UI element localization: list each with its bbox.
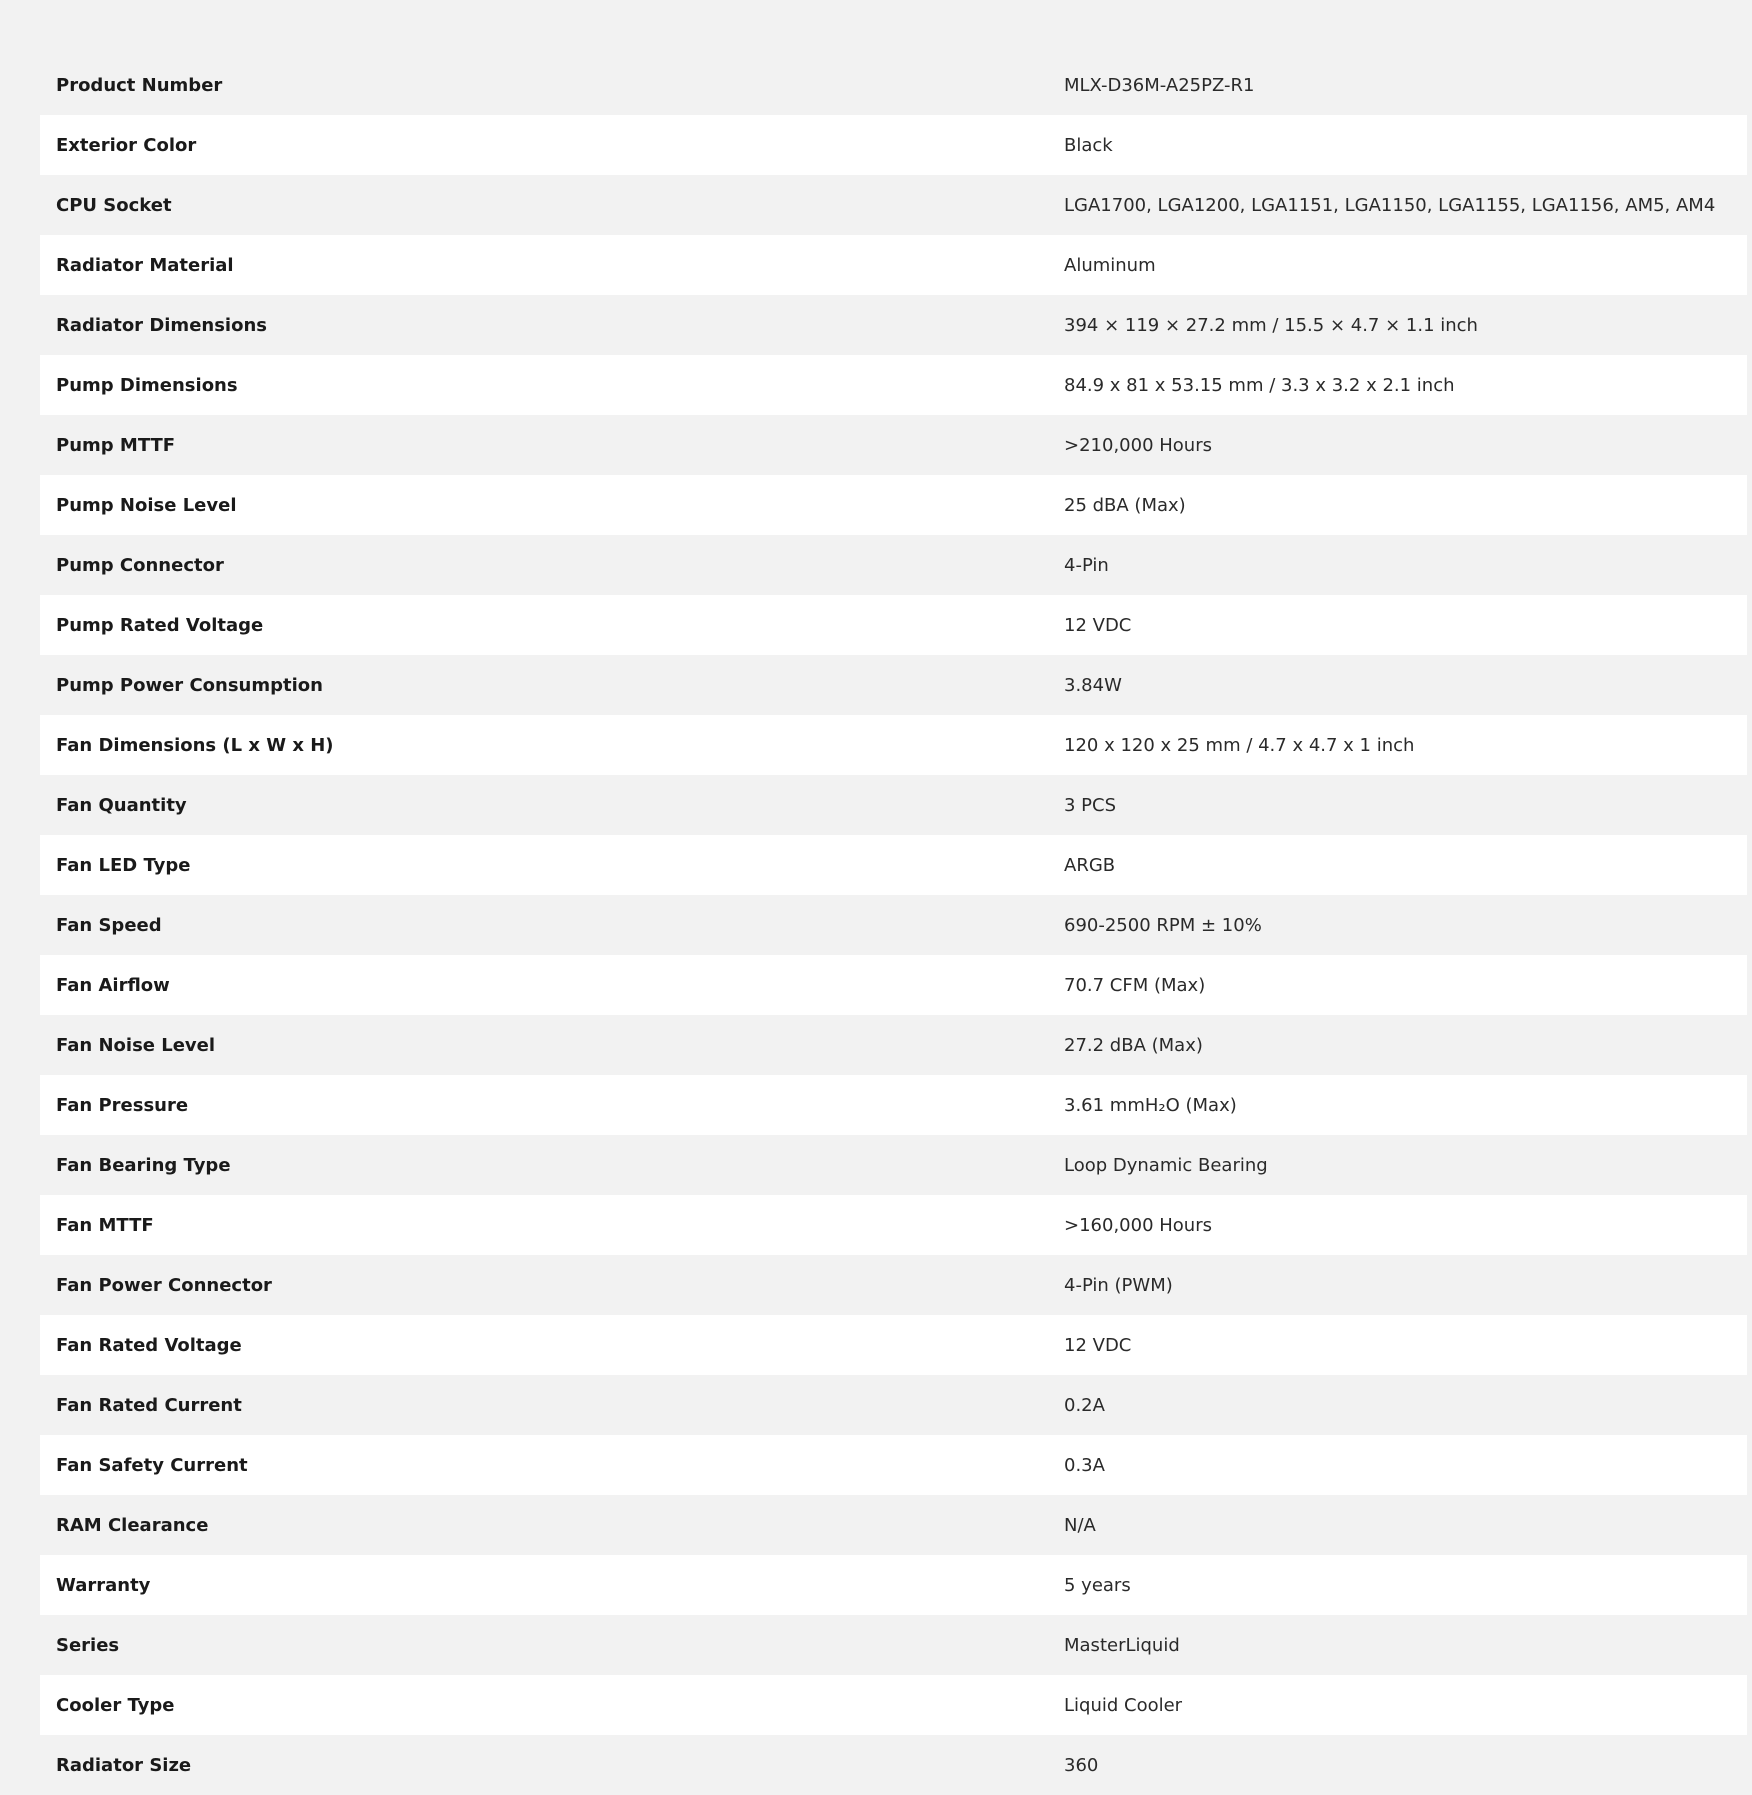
- spec-value: 27.2 dBA (Max): [1064, 1034, 1203, 1056]
- spec-label: Fan Airflow: [56, 974, 170, 996]
- spec-value: 0.2A: [1064, 1394, 1105, 1416]
- spec-value: Black: [1064, 134, 1113, 156]
- spec-value: Loop Dynamic Bearing: [1064, 1154, 1268, 1176]
- spec-label: CPU Socket: [56, 194, 172, 216]
- spec-value: 4-Pin (PWM): [1064, 1274, 1173, 1296]
- spec-row-radiator-material: [40, 235, 1747, 295]
- spec-label: Pump MTTF: [56, 434, 176, 456]
- spec-value: N/A: [1064, 1514, 1096, 1536]
- spec-row-fan-speed: [40, 895, 1747, 955]
- spec-row-warranty: [40, 1555, 1747, 1615]
- spec-label: Fan Safety Current: [56, 1454, 248, 1476]
- spec-row-fan-rated-current: [40, 1375, 1747, 1435]
- specifications-table: [40, 55, 1747, 1795]
- spec-value: 70.7 CFM (Max): [1064, 974, 1206, 996]
- spec-label: Fan Noise Level: [56, 1034, 216, 1056]
- spec-row-ram-clearance: [40, 1495, 1747, 1555]
- spec-row-fan-noise-level: [40, 1015, 1747, 1075]
- spec-label: Pump Dimensions: [56, 374, 238, 396]
- spec-value: 0.3A: [1064, 1454, 1105, 1476]
- spec-value: Aluminum: [1064, 254, 1156, 276]
- spec-value: 84.9 x 81 x 53.15 mm / 3.3 x 3.2 x 2.1 inch: [1064, 374, 1455, 396]
- spec-label: Fan LED Type: [56, 854, 191, 876]
- spec-value: MasterLiquid: [1064, 1634, 1180, 1656]
- spec-label: Pump Noise Level: [56, 494, 237, 516]
- spec-label: Cooler Type: [56, 1694, 175, 1716]
- spec-row-radiator-dimensions: [40, 295, 1747, 355]
- spec-value: 5 years: [1064, 1574, 1131, 1596]
- spec-label: Fan MTTF: [56, 1214, 154, 1236]
- spec-value: 25 dBA (Max): [1064, 494, 1186, 516]
- spec-label: RAM Clearance: [56, 1514, 209, 1536]
- spec-row-fan-mttf: [40, 1195, 1747, 1255]
- spec-row-fan-quantity: [40, 775, 1747, 835]
- spec-row-series: [40, 1615, 1747, 1675]
- spec-value: LGA1700, LGA1200, LGA1151, LGA1150, LGA1155, LGA1156, AM5, AM4: [1064, 194, 1716, 216]
- spec-row-fan-rated-voltage: [40, 1315, 1747, 1375]
- spec-label: Warranty: [56, 1574, 151, 1596]
- spec-value: >160,000 Hours: [1064, 1214, 1212, 1236]
- spec-label: Fan Rated Voltage: [56, 1334, 242, 1356]
- spec-row-fan-pressure: [40, 1075, 1747, 1135]
- spec-label: Fan Speed: [56, 914, 162, 936]
- spec-value: 12 VDC: [1064, 614, 1132, 636]
- spec-value: 120 x 120 x 25 mm / 4.7 x 4.7 x 1 inch: [1064, 734, 1415, 756]
- spec-label: Series: [56, 1634, 120, 1656]
- spec-row-pump-rated-voltage: [40, 595, 1747, 655]
- spec-label: Exterior Color: [56, 134, 197, 156]
- spec-value: 394 × 119 × 27.2 mm / 15.5 × 4.7 × 1.1 inch: [1064, 314, 1478, 336]
- spec-value: 3 PCS: [1064, 794, 1117, 816]
- spec-value: ARGB: [1064, 854, 1116, 876]
- spec-row-fan-bearing-type: [40, 1135, 1747, 1195]
- spec-label: Radiator Dimensions: [56, 314, 267, 336]
- spec-row-fan-dimensions: [40, 715, 1747, 775]
- spec-label: Pump Connector: [56, 554, 224, 576]
- spec-label: Fan Power Connector: [56, 1274, 272, 1296]
- spec-row-fan-airflow: [40, 955, 1747, 1015]
- spec-value: 690-2500 RPM ± 10%: [1064, 914, 1262, 936]
- spec-label: Fan Dimensions (L x W x H): [56, 734, 334, 756]
- spec-row-pump-connector: [40, 535, 1747, 595]
- spec-row-fan-led-type: [40, 835, 1747, 895]
- spec-row-radiator-size: [40, 1735, 1747, 1795]
- spec-row-fan-power-connector: [40, 1255, 1747, 1315]
- spec-label: Pump Power Consumption: [56, 674, 323, 696]
- spec-row-pump-mttf: [40, 415, 1747, 475]
- spec-row-pump-noise-level: [40, 475, 1747, 535]
- spec-label: Radiator Size: [56, 1754, 192, 1776]
- spec-row-pump-dimensions: [40, 355, 1747, 415]
- spec-label: Fan Quantity: [56, 794, 187, 816]
- spec-label: Radiator Material: [56, 254, 234, 276]
- spec-row-cooler-type: [40, 1675, 1747, 1735]
- spec-value: >210,000 Hours: [1064, 434, 1212, 456]
- spec-label: Fan Rated Current: [56, 1394, 242, 1416]
- spec-value: Liquid Cooler: [1064, 1694, 1183, 1716]
- spec-label: Product Number: [56, 74, 223, 96]
- spec-row-fan-safety-current: [40, 1435, 1747, 1495]
- spec-row-pump-power-consumption: [40, 655, 1747, 715]
- spec-row-exterior-color: [40, 115, 1747, 175]
- spec-value: 360: [1064, 1754, 1099, 1776]
- spec-value: 3.61 mmH₂O (Max): [1064, 1094, 1237, 1116]
- spec-label: Pump Rated Voltage: [56, 614, 264, 636]
- spec-row-product-number: [40, 55, 1747, 115]
- spec-value: MLX-D36M-A25PZ-R1: [1064, 74, 1255, 96]
- spec-label: Fan Pressure: [56, 1094, 189, 1116]
- spec-value: 4-Pin: [1064, 554, 1109, 576]
- spec-value: 3.84W: [1064, 674, 1122, 696]
- spec-label: Fan Bearing Type: [56, 1154, 231, 1176]
- spec-row-cpu-socket: [40, 175, 1747, 235]
- spec-value: 12 VDC: [1064, 1334, 1132, 1356]
